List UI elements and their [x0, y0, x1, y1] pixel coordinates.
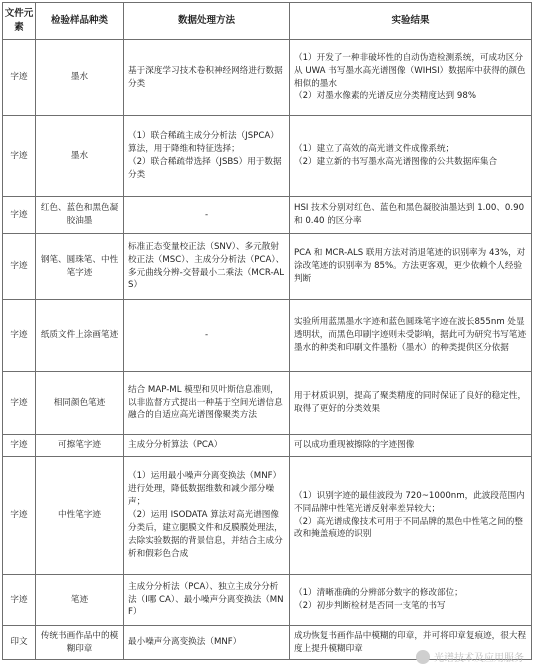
row-file-element: 字迹	[3, 457, 36, 575]
row-method: （1）联合稀疏主成分分析法（JSPCA）算法，用于降维和特征选择； （2）联合稀疏带选择（JSBS）用于数据分类	[124, 116, 290, 197]
row-method: 最小噪声分离变换法（MNF）	[124, 626, 290, 660]
watermark-text: 光谱技术及应用服务	[434, 653, 524, 664]
table-body	[3, 40, 532, 660]
row-file-element: 字迹	[3, 116, 36, 197]
table-row	[3, 372, 532, 435]
row-sample-type: 相同颜色笔迹	[36, 372, 124, 435]
row-method: 主成分分析法（PCA）、独立主成分分析法（I哪 CA）、最小噪声分离变换法（MNF）	[124, 575, 290, 626]
row-sample-type: 墨水	[36, 40, 124, 116]
row-sample-type: 钢笔、圆珠笔、中性笔字迹	[36, 234, 124, 300]
table-row	[3, 40, 532, 116]
row-method: -	[124, 197, 290, 234]
row-result: 成功恢复书画作品中模糊的印章，并可将印章复痕迹，很大程度上提升模糊印章	[290, 626, 532, 660]
row-file-element: 字迹	[3, 435, 36, 457]
row-result: （1）开发了一种非破坏性的自动伪造检测系统，可成功区分从 UWA 书写墨水高光谱图像（WIHSI）数据库中获得的颜色相似的墨水 （2）对墨水像素的光谱反应分类精度达到 98%	[290, 40, 532, 116]
row-file-element: 印文	[3, 626, 36, 660]
row-method: （1）运用最小噪声分离变换法（MNF）进行处理，降低数据维数和减少部分噪声； （2）运用 ISODATA 算法对高光谱图像分类后，建立腿膜文件和反膜膜处理法，去除实验数据的背景信息，并结合主成分析和假彩色合成	[124, 457, 290, 575]
row-sample-type: 传统书画作品中的模糊印章	[36, 626, 124, 660]
row-sample-type: 笔迹	[36, 575, 124, 626]
row-result: PCA 和 MCR-ALS 联用方法对消退笔迹的识别率为 43%，对涂改笔迹的识别率为 85%。方法更客观，更少依赖个人经验判断	[290, 234, 532, 300]
row-sample-type: 墨水	[36, 116, 124, 197]
row-method: -	[124, 300, 290, 372]
table-row	[3, 575, 532, 626]
row-result: （1）识别字迹的最佳波段为 720~1000nm，此波段范围内不同品牌中性笔光谱反射率差异较大； （2）高光谱成像技术可用于不同品牌的黑色中性笔之间的整改和掩盖痕迹的识别	[290, 457, 532, 575]
table-row	[3, 435, 532, 457]
row-method: 基于深度学习技术卷积神经网络进行数据分类	[124, 40, 290, 116]
table-row	[3, 197, 532, 234]
table-row	[3, 300, 532, 372]
header-sample-type: 检验样品种类	[36, 3, 124, 40]
row-method: 结合 MAP-ML 模型和贝叶斯信息准则，以非监督方式提出一种基于空间光谱信息融合的自适应高光谱图像聚类方法	[124, 372, 290, 435]
row-result: HSI 技术分别对红色、蓝色和黑色凝胶油墨达到 1.00、0.90 和 0.40 的区分率	[290, 197, 532, 234]
row-result: 可以成功重现被擦除的字迹图像	[290, 435, 532, 457]
row-file-element: 字迹	[3, 575, 36, 626]
header-result: 实验结果	[290, 3, 532, 40]
row-result: （1）建立了高效的高光谱文件成像系统； （2）建立新的书写墨水高光谱图像的公共数据库集合	[290, 116, 532, 197]
header-method: 数据处理方法	[124, 3, 290, 40]
row-file-element: 字迹	[3, 197, 36, 234]
row-result: 用于材质识别，提高了聚类精度的同时保证了良好的稳定性，取得了更好的分类效果	[290, 372, 532, 435]
row-method: 主成分分析算法（PCA）	[124, 435, 290, 457]
wechat-icon	[416, 650, 430, 664]
row-result: （1）清晰准确的分辨部分数字的修改部位； （2）初步判断检材是否同一支笔的书写	[290, 575, 532, 626]
results-table	[2, 2, 532, 660]
watermark	[416, 649, 524, 664]
header-file-element: 文件元素	[3, 3, 36, 40]
row-method: 标准正态变量校正法（SNV）、多元散射校正法（MSC）、主成分分析法（PCA）、多元曲线分辨-交替最小二乘法（MCR-ALS）	[124, 234, 290, 300]
row-file-element: 字迹	[3, 300, 36, 372]
header-row	[3, 3, 532, 40]
row-sample-type: 可擦笔字迹	[36, 435, 124, 457]
row-sample-type: 纸质文件上涂画笔迹	[36, 300, 124, 372]
row-result: 实验所用蓝黑墨水字迹和蓝色圆珠笔字迹在波长855nm 处显透明状，而黑色印刷字迹则未受影响，据此可为研究书写笔迹墨水的种类和印刷文件墨粉（墨水）的种类提供区分依据	[290, 300, 532, 372]
row-sample-type: 红色、蓝色和黑色凝胶油墨	[36, 197, 124, 234]
table-row	[3, 234, 532, 300]
row-file-element: 字迹	[3, 234, 36, 300]
table-row	[3, 116, 532, 197]
row-sample-type: 中性笔字迹	[36, 457, 124, 575]
row-file-element: 字迹	[3, 372, 36, 435]
table-row	[3, 457, 532, 575]
row-file-element: 字迹	[3, 40, 36, 116]
